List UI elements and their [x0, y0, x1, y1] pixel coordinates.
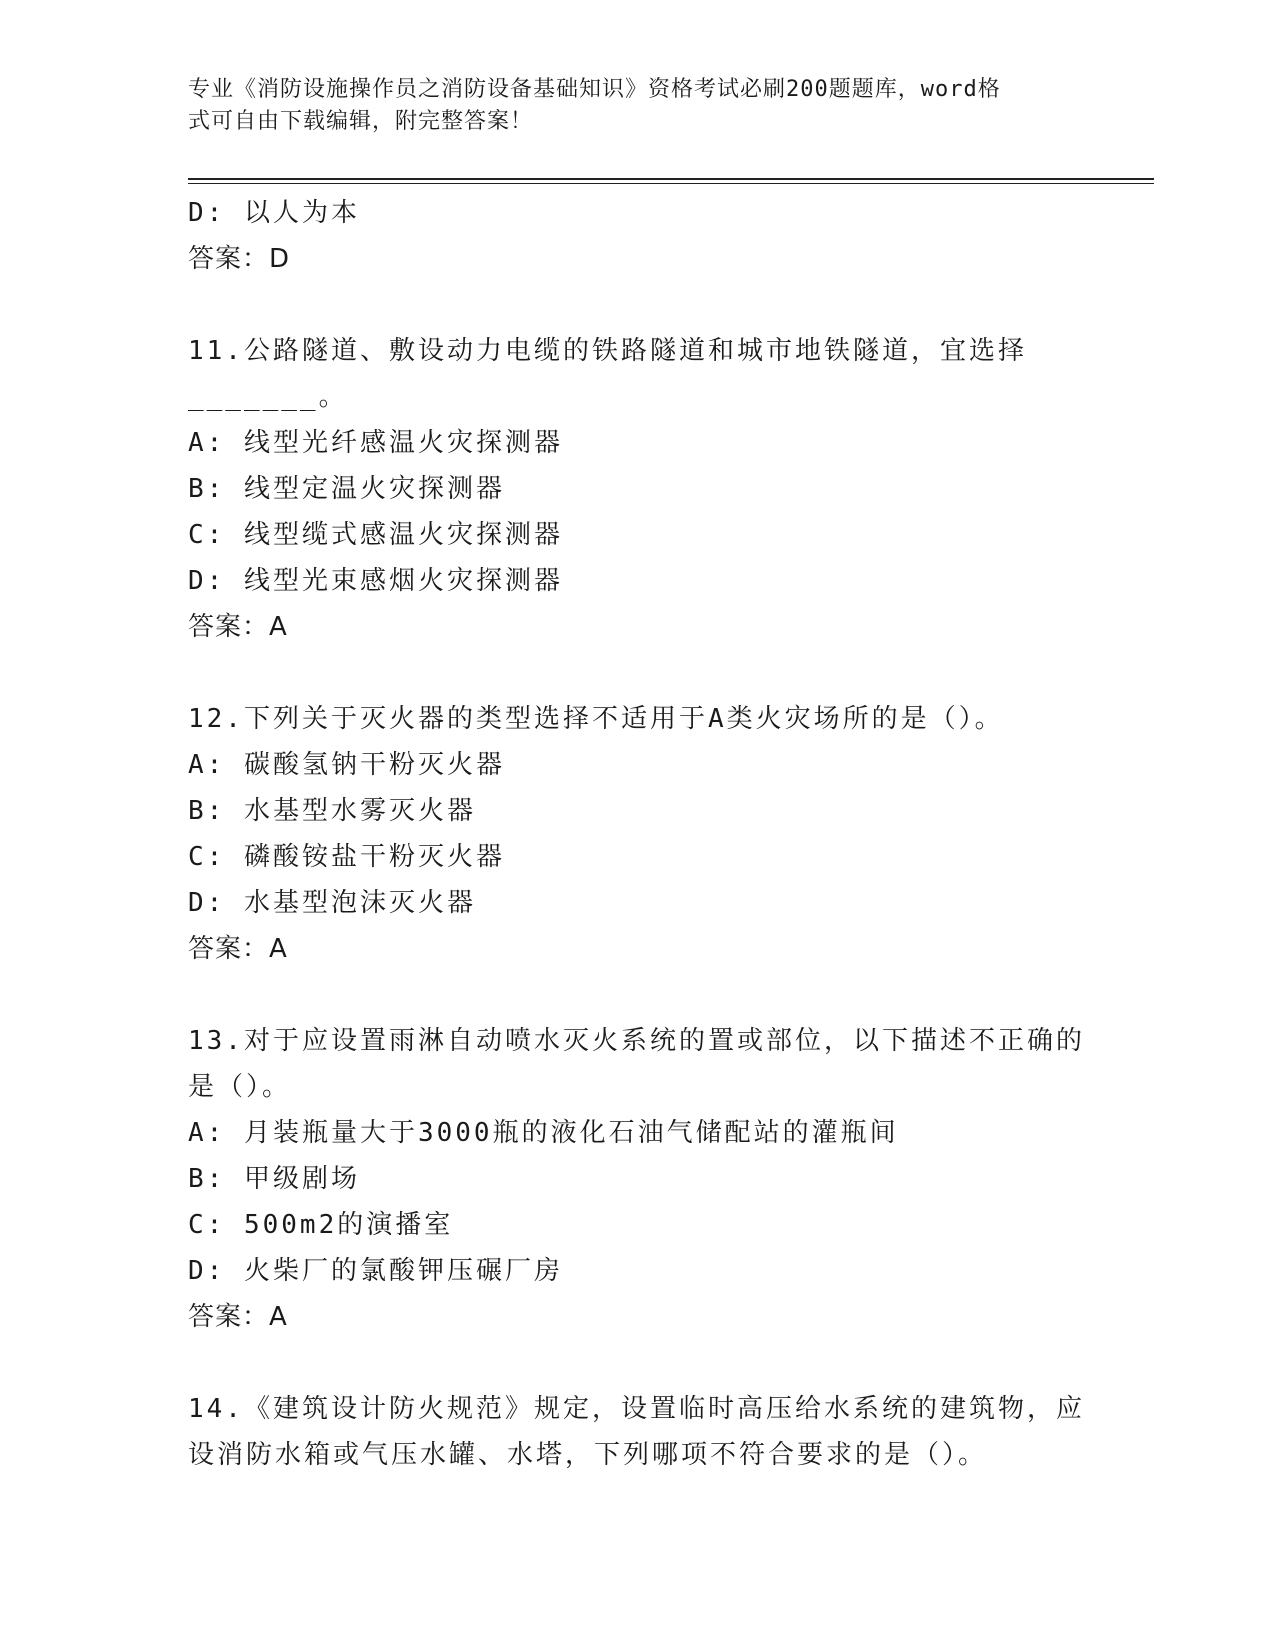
option-b: B: 水基型水雾灭火器: [188, 796, 476, 826]
option-a: A: 线型光纤感温火灾探测器: [188, 428, 563, 458]
answer-line: 答案：D: [188, 244, 291, 274]
answer-line: 答案：A: [188, 934, 288, 964]
option-d: D: 线型光束感烟火灾探测器: [188, 566, 563, 596]
question-12: [188, 696, 1088, 972]
option-a: A: 碳酸氢钠干粉灭火器: [188, 750, 505, 780]
document-body: [188, 190, 1088, 1478]
option-a: A: 月装瓶量大于3000瓶的液化石油气储配站的灌瓶间: [188, 1118, 899, 1148]
question-11: [188, 328, 1088, 650]
question-title: 12.下列关于灭火器的类型选择不适用于A类火灾场所的是（）。: [188, 704, 1004, 734]
question-14: [188, 1386, 1088, 1478]
spacer: [188, 650, 1088, 696]
option-c: C: 线型缆式感温火灾探测器: [188, 520, 563, 550]
question-title: 13.对于应设置雨淋自动喷水灭火系统的置或部位，以下描述不正确的: [188, 1026, 1085, 1056]
option-d: D: 水基型泡沫灭火器: [188, 888, 476, 918]
spacer: [188, 972, 1088, 1018]
option-c: C: 500m2的演播室: [188, 1210, 454, 1240]
answer-line: 答案：A: [188, 612, 288, 642]
question-13: [188, 1018, 1088, 1340]
question-title-continued: _______。: [188, 382, 348, 412]
option-b: B: 甲级剧场: [188, 1164, 360, 1194]
option-d: D: 火柴厂的氯酸钾压碾厂房: [188, 1256, 563, 1286]
answer-line: 答案：A: [188, 1302, 288, 1332]
header-rule-thin: [188, 183, 1154, 184]
spacer: [188, 1340, 1088, 1386]
header-line-1: 专业《消防设施操作员之消防设备基础知识》资格考试必刷200题题库，word格: [188, 77, 1001, 102]
header-line-2: 式可自由下载编辑，附完整答案！: [188, 109, 534, 134]
spacer: [188, 282, 1088, 328]
page-header: [188, 74, 1068, 138]
header-rule-thick: [188, 178, 1154, 180]
question-title-continued: 设消防水箱或气压水罐、水塔，下列哪项不符合要求的是（）。: [188, 1440, 988, 1470]
question-title: 14.《建筑设计防火规范》规定，设置临时高压给水系统的建筑物，应: [188, 1394, 1085, 1424]
question-title-continued: 是（）。: [188, 1072, 292, 1102]
question-title: 11.公路隧道、敷设动力电缆的铁路隧道和城市地铁隧道，宜选择: [188, 336, 1027, 366]
option-d: D: 以人为本: [188, 198, 360, 228]
option-c: C: 磷酸铵盐干粉灭火器: [188, 842, 505, 872]
option-b: B: 线型定温火灾探测器: [188, 474, 505, 504]
